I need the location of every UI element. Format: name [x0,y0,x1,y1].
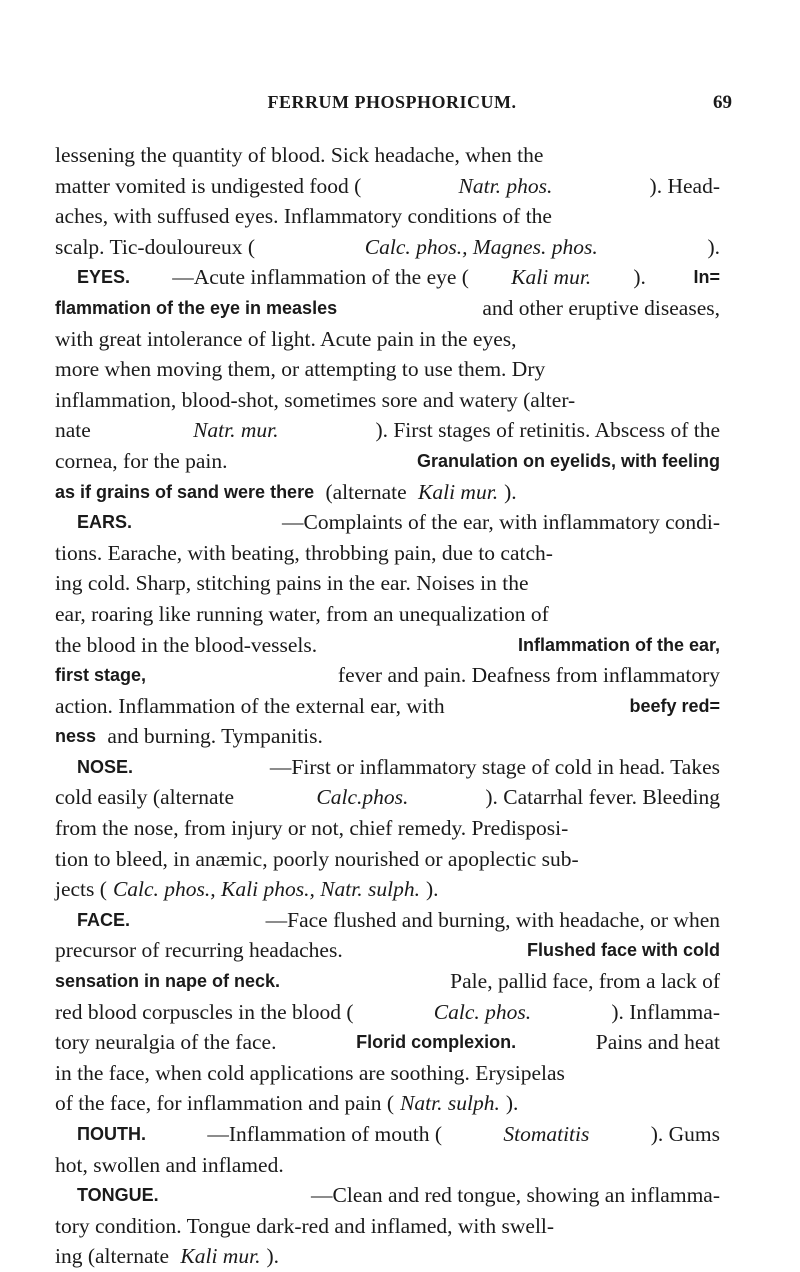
text-segment: tion to bleed, in anæmic, poorly nourished or apoplectic sub- [55,846,579,871]
text-segment: inflammation, blood-shot, sometimes sore and watery (alter- [55,387,576,412]
text-line [55,905,720,936]
text-line [55,1150,720,1181]
text-segment: ). Inflamma- [611,999,720,1024]
text-segment: ). [505,1091,519,1116]
bold-text: ness [55,726,97,747]
text-segment: ). [266,1244,279,1269]
bold-text: EARS. [77,512,133,533]
text-segment: ). Head- [649,173,720,198]
text-segment: —First or inflammatory stage of cold in head. Takes [269,754,720,779]
text-segment: Pains and heat [590,1030,720,1055]
text-segment: —Clean and red tongue, showing an inflamma- [311,1183,720,1208]
italic-text: Calc. phos., Kali phos., Natr. sulph. [112,877,420,902]
text-segment: ). Gums [650,1122,720,1146]
text-line [55,844,720,875]
bold-text: sensation in nape of neck. [55,971,281,992]
text-line [55,201,720,232]
text-line [55,813,720,844]
text-line [55,140,720,171]
text-line [55,446,720,477]
text-line [55,1058,720,1089]
text-segment: —Inflammation of mouth ( [207,1122,443,1146]
text-line [55,874,720,905]
text-line [55,293,720,324]
text-segment: —Acute inflammation of the eye ( [172,265,469,290]
text-line [55,385,720,416]
text-line [55,721,720,752]
text-line [55,538,720,569]
text-line [55,752,720,783]
text-segment: matter vomited is undigested food ( [55,173,362,198]
italic-text: Calc. phos., Magnes. phos. [364,234,598,259]
text-segment: ear, roaring like running water, from an unequalization of [55,601,549,626]
text-segment: and other eruptive diseases, [477,295,720,320]
text-line [55,1119,720,1150]
text-segment: —Face flushed and burning, with headache, or when [265,907,720,932]
italic-text: Kali mur. [418,479,499,504]
text-line [55,1180,720,1211]
text-segment: ). Catarrhal fever. Bleeding [485,785,720,810]
text-line [55,966,720,997]
text-segment: ing (alternate [55,1244,175,1269]
text-segment: fever and pain. Deafness from inflammatory [332,663,720,688]
bold-text: FACE. [77,909,131,930]
running-title: FERRUM PHOSPHORICUM. [267,92,517,112]
text-segment: tory neuralgia of the face. [55,1030,282,1055]
bold-text: Granulation on eyelids, with feeling [416,450,720,471]
text-segment: ). [633,265,652,290]
text-segment: jects ( [55,877,107,902]
page-number: 69 [713,92,732,113]
italic-text: Kali mur. [180,1244,261,1269]
italic-text: Calc. phos. [433,999,532,1024]
italic-text: Natr. sulph. [400,1091,500,1116]
text-line [55,630,720,661]
text-line [55,1241,720,1272]
text-segment: scalp. Tic-douloureux ( [55,234,256,259]
text-line [55,599,720,630]
text-segment: tory condition. Tongue dark-red and inflamed, with swell- [55,1213,555,1238]
text-segment: ). [425,877,439,902]
text-segment: from the nose, from injury or not, chief remedy. Predisposi- [55,816,569,841]
bold-text: NOSE. [77,756,134,777]
bold-text: TONGUE. [77,1185,159,1206]
text-segment: in the face, when cold applications are soothing. Erysipelas [55,1060,565,1085]
text-segment: lessening the quantity of blood. Sick headache, when the [55,143,544,167]
text-line [55,935,720,966]
bold-text: beefy red= [629,695,720,716]
text-line [55,1088,720,1119]
bold-text: In= [693,267,720,288]
text-segment: red blood corpuscles in the blood ( [55,999,354,1024]
bold-text: as if grains of sand were there [55,481,315,502]
italic-text: Natr. mur. [193,418,279,443]
text-segment: of the face, for inflammation and pain ( [55,1091,395,1116]
italic-text: Kali mur. [511,265,592,290]
text-segment: cold easily (alternate [55,785,240,810]
bold-text: Florid complexion. [356,1032,517,1053]
text-segment: (alternate [320,479,413,504]
body-text [55,140,720,1272]
italic-text: Calc.phos. [316,785,409,810]
text-line [55,232,720,263]
text-line [55,660,720,691]
text-segment: more when moving them, or attempting to use them. Dry [55,357,546,382]
italic-text: Natr. phos. [458,173,553,198]
text-line [55,324,720,355]
text-segment: ). [504,479,517,504]
text-segment: tions. Earache, with beating, throbbing pain, due to catch- [55,540,553,565]
text-segment: ). [707,234,720,259]
text-line [55,415,720,446]
page-header [52,92,732,122]
text-segment: Pale, pallid face, from a lack of [444,969,720,994]
text-line [55,1211,720,1242]
text-line [55,262,720,293]
text-line [55,477,720,508]
text-line [55,997,720,1028]
text-segment: nate [55,418,97,443]
text-line [55,354,720,385]
text-segment: precursor of recurring headaches. [55,938,349,963]
text-line [55,507,720,538]
text-segment: ing cold. Sharp, stitching pains in the ear. Noises in the [55,571,529,596]
italic-text: Stomatitis [503,1122,590,1146]
bold-text: Flushed face with cold [526,940,720,961]
bold-text: Inflammation of the ear, [517,634,720,655]
text-segment: cornea, for the pain. [55,448,233,473]
text-segment: the blood in the blood-vessels. [55,632,323,657]
text-segment: and burning. Tympanitis. [102,724,323,749]
text-segment: with great intolerance of light. Acute pain in the eyes, [55,326,517,351]
bold-text: first stage, [55,665,147,686]
text-segment: ). First stages of retinitis. Abscess of the [375,418,720,443]
text-segment: action. Inflammation of the external ear, with [55,693,450,718]
text-line [55,782,720,813]
text-segment: aches, with suffused eyes. Inflammatory conditions of the [55,204,552,229]
bold-text: flammation of the eye in measles [55,297,338,318]
bold-text: ΠOUTH. [77,1124,146,1144]
bold-text: EYES. [77,267,131,288]
text-line [55,568,720,599]
text-segment: —Complaints of the ear, with inflammatory condi- [282,510,720,535]
text-line [55,171,720,202]
text-line [55,1027,720,1058]
text-line [55,691,720,722]
text-segment: hot, swollen and inflamed. [55,1152,284,1177]
